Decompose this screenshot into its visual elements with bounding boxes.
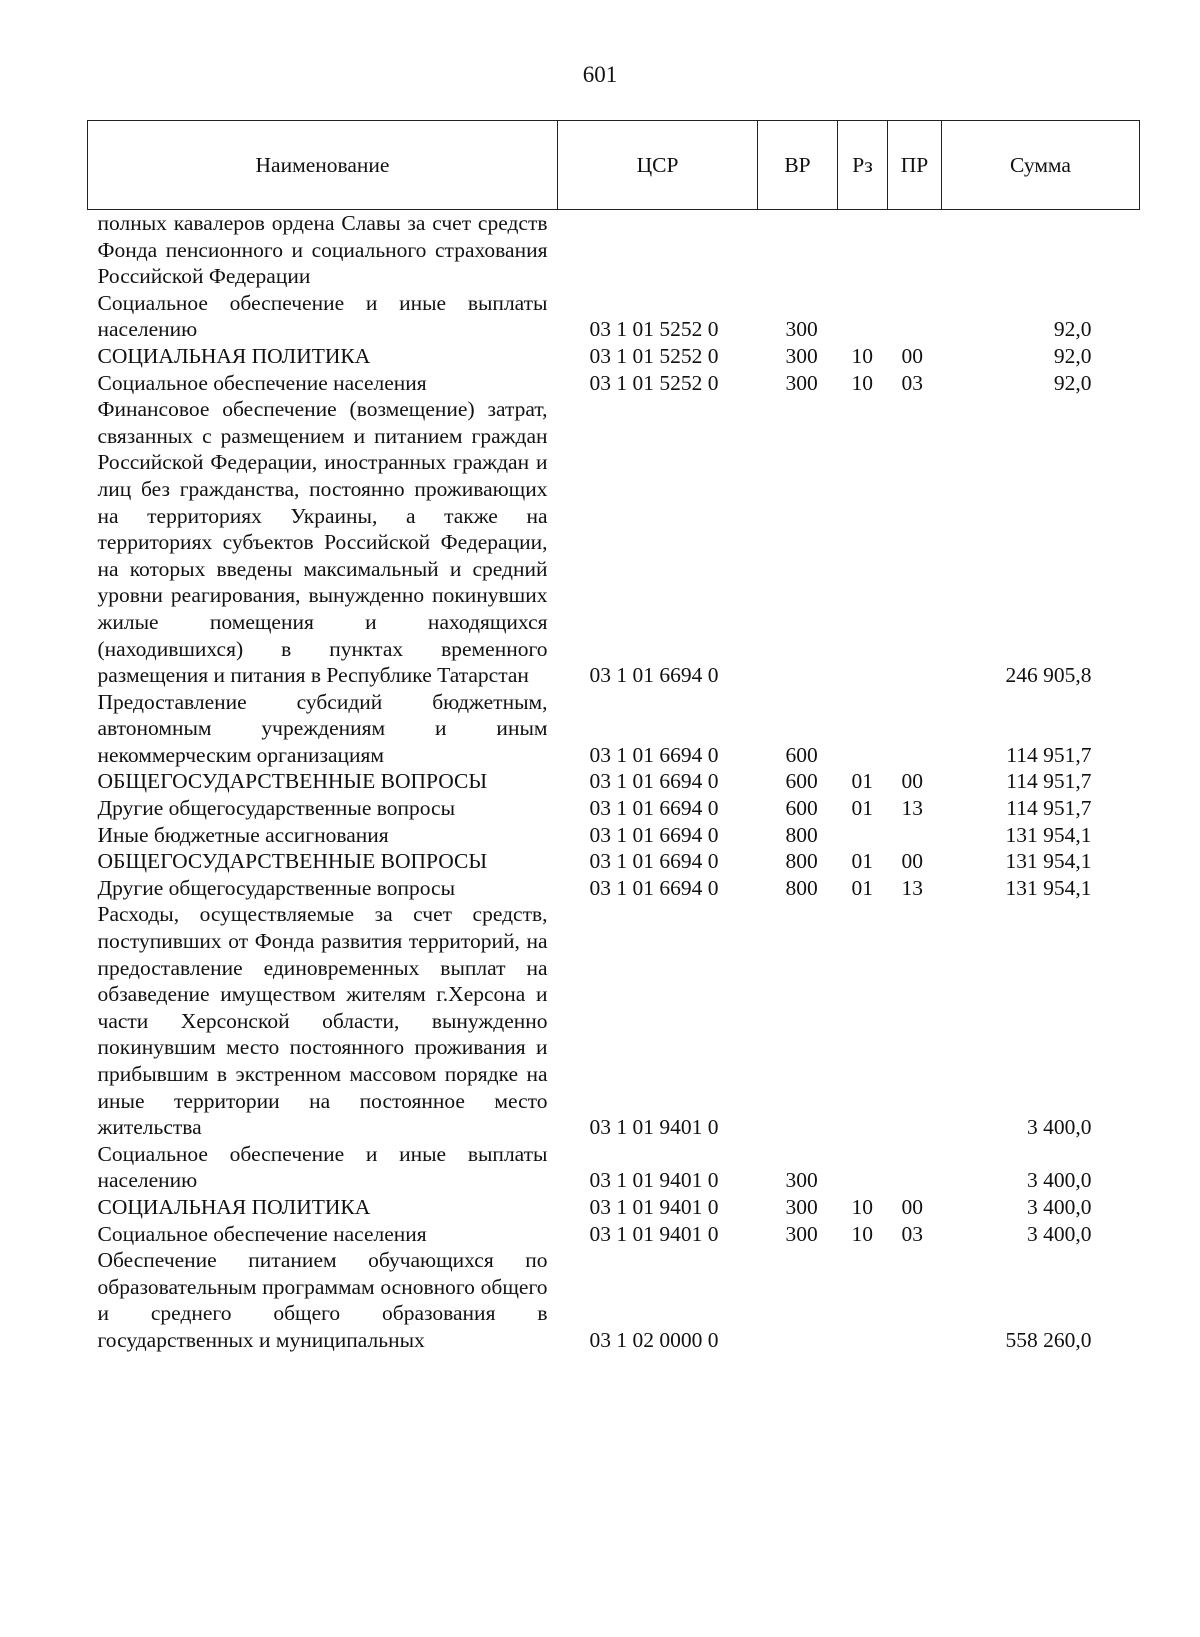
row-rz: 10 bbox=[851, 1221, 873, 1246]
budget-table bbox=[87, 120, 1140, 1354]
row-vr bbox=[758, 1247, 838, 1353]
row-name: Социальное обеспечение и иные выплаты населению bbox=[97, 1141, 548, 1193]
row-rz bbox=[838, 901, 888, 1140]
row-sum: 246 905,8 bbox=[1005, 663, 1092, 688]
row-rz bbox=[838, 210, 888, 290]
row-csr: 03 1 01 6694 0 bbox=[589, 796, 719, 821]
page-number: 601 bbox=[582, 62, 618, 87]
row-sum: 3 400,0 bbox=[1027, 1115, 1092, 1140]
row-pr: 03 bbox=[901, 1221, 923, 1246]
table-row bbox=[88, 210, 1140, 290]
row-pr bbox=[888, 901, 942, 1140]
row-pr: 13 bbox=[901, 875, 923, 900]
row-sum: 92,0 bbox=[1053, 343, 1092, 368]
row-csr: 03 1 01 9401 0 bbox=[589, 1115, 719, 1140]
row-name: СОЦИАЛЬНАЯ ПОЛИТИКА bbox=[97, 343, 371, 368]
row-csr: 03 1 01 9401 0 bbox=[589, 1168, 719, 1193]
row-pr bbox=[888, 689, 942, 769]
row-name: Социальное обеспечение и иные выплаты населению bbox=[97, 290, 548, 342]
table-row bbox=[88, 901, 1140, 1140]
table-body bbox=[88, 210, 1140, 1354]
table-row bbox=[88, 1141, 1140, 1194]
row-vr bbox=[758, 396, 838, 689]
row-csr: 03 1 01 5252 0 bbox=[589, 343, 719, 368]
row-rz: 01 bbox=[851, 769, 873, 794]
header-vr: ВР bbox=[758, 121, 838, 210]
row-rz bbox=[838, 822, 888, 849]
row-pr bbox=[888, 822, 942, 849]
table-row bbox=[88, 875, 1140, 902]
row-vr: 300 bbox=[785, 370, 818, 395]
row-rz bbox=[838, 290, 888, 343]
table-row bbox=[88, 795, 1140, 822]
row-name: полных кавалеров ордена Славы за счет средств Фонда пенсионного и социального страхования Российской Федерации bbox=[97, 211, 548, 289]
row-rz: 01 bbox=[851, 796, 873, 821]
row-pr bbox=[888, 210, 942, 290]
row-csr: 03 1 01 6694 0 bbox=[589, 769, 719, 794]
row-rz: 10 bbox=[851, 1194, 873, 1219]
row-sum: 558 260,0 bbox=[1005, 1327, 1092, 1352]
row-name: Обеспечение питанием обучающихся по образовательным программам основного общего и среднего общего образования в государственных и муниципальных bbox=[97, 1248, 548, 1352]
table-row bbox=[88, 1194, 1140, 1221]
row-sum: 131 954,1 bbox=[1005, 822, 1092, 847]
row-vr: 600 bbox=[785, 796, 818, 821]
row-pr: 00 bbox=[901, 769, 923, 794]
row-sum: 131 954,1 bbox=[1005, 849, 1092, 874]
row-vr: 300 bbox=[785, 1194, 818, 1219]
row-vr: 800 bbox=[785, 849, 818, 874]
row-vr bbox=[758, 901, 838, 1140]
row-name: Другие общегосударственные вопросы bbox=[97, 796, 456, 821]
row-name: Иные бюджетные ассигнования bbox=[97, 822, 389, 847]
row-rz: 10 bbox=[851, 370, 873, 395]
row-name: ОБЩЕГОСУДАРСТВЕННЫЕ ВОПРОСЫ bbox=[97, 849, 488, 874]
table-row bbox=[88, 848, 1140, 875]
header-name: Наименование bbox=[88, 121, 558, 210]
row-csr: 03 1 01 6694 0 bbox=[589, 663, 719, 688]
row-csr: 03 1 01 6694 0 bbox=[589, 742, 719, 767]
table-row bbox=[88, 1221, 1140, 1248]
row-rz bbox=[838, 1247, 888, 1353]
table-header bbox=[88, 121, 1140, 210]
row-pr bbox=[888, 290, 942, 343]
row-name: Финансовое обеспечение (возмещение) затрат, связанных с размещением и питанием граждан Российской Федерации, иностранных граждан и лиц без гражданства, постоянно проживающих на территориях Украины, а также на территориях субъектов Российской Федерации, на которых введены максимальный и средний уровни реагирования, вынужденно покинувших жилые помещения и находящихся (находившихся) в пунктах временного размещения и питания в Республике Татарстан bbox=[97, 397, 548, 688]
row-pr: 00 bbox=[901, 1194, 923, 1219]
table-row bbox=[88, 396, 1140, 689]
row-rz bbox=[838, 689, 888, 769]
row-sum: 114 951,7 bbox=[1006, 769, 1092, 794]
table-row bbox=[88, 1247, 1140, 1353]
row-vr: 800 bbox=[785, 875, 818, 900]
row-name: СОЦИАЛЬНАЯ ПОЛИТИКА bbox=[97, 1194, 371, 1219]
row-csr: 03 1 02 0000 0 bbox=[589, 1327, 719, 1352]
row-rz: 01 bbox=[851, 875, 873, 900]
row-vr: 300 bbox=[785, 1168, 818, 1193]
table-row bbox=[88, 822, 1140, 849]
row-rz bbox=[838, 1141, 888, 1194]
table-row bbox=[88, 370, 1140, 397]
row-csr: 03 1 01 6694 0 bbox=[589, 875, 719, 900]
row-pr: 00 bbox=[901, 343, 923, 368]
row-sum: 3 400,0 bbox=[1027, 1168, 1092, 1193]
row-csr bbox=[558, 210, 758, 290]
row-vr bbox=[758, 210, 838, 290]
row-sum bbox=[942, 210, 1140, 290]
row-sum: 131 954,1 bbox=[1005, 875, 1092, 900]
row-sum: 92,0 bbox=[1053, 370, 1092, 395]
row-pr bbox=[888, 1247, 942, 1353]
row-sum: 114 951,7 bbox=[1006, 742, 1092, 767]
row-name: Социальное обеспечение населения bbox=[97, 370, 427, 395]
row-csr: 03 1 01 5252 0 bbox=[589, 370, 719, 395]
header-pr: ПР bbox=[888, 121, 942, 210]
row-name: ОБЩЕГОСУДАРСТВЕННЫЕ ВОПРОСЫ bbox=[97, 769, 488, 794]
row-vr: 600 bbox=[785, 742, 818, 767]
table-row bbox=[88, 290, 1140, 343]
header-sum: Сумма bbox=[942, 121, 1140, 210]
row-name: Предоставление субсидий бюджетным, автономным учреждениям и иным некоммерческим организациям bbox=[97, 689, 548, 767]
row-pr: 00 bbox=[901, 849, 923, 874]
row-csr: 03 1 01 9401 0 bbox=[589, 1221, 719, 1246]
row-pr bbox=[888, 1141, 942, 1194]
row-rz: 01 bbox=[851, 849, 873, 874]
row-rz bbox=[838, 396, 888, 689]
table-row bbox=[88, 768, 1140, 795]
row-vr: 800 bbox=[785, 822, 818, 847]
row-csr: 03 1 01 9401 0 bbox=[589, 1194, 719, 1219]
row-name: Социальное обеспечение населения bbox=[97, 1221, 427, 1246]
row-rz: 10 bbox=[851, 343, 873, 368]
row-vr: 300 bbox=[785, 317, 818, 342]
row-sum: 3 400,0 bbox=[1027, 1194, 1092, 1219]
row-sum: 92,0 bbox=[1053, 317, 1092, 342]
row-csr: 03 1 01 6694 0 bbox=[589, 849, 719, 874]
row-sum: 114 951,7 bbox=[1006, 796, 1092, 821]
row-vr: 600 bbox=[785, 769, 818, 794]
row-sum: 3 400,0 bbox=[1027, 1221, 1092, 1246]
row-csr: 03 1 01 5252 0 bbox=[589, 317, 719, 342]
row-csr: 03 1 01 6694 0 bbox=[589, 822, 719, 847]
row-pr: 13 bbox=[901, 796, 923, 821]
row-vr: 300 bbox=[785, 1221, 818, 1246]
table-row bbox=[88, 689, 1140, 769]
row-pr bbox=[888, 396, 942, 689]
row-pr: 03 bbox=[901, 370, 923, 395]
table-row bbox=[88, 343, 1140, 370]
row-name: Другие общегосударственные вопросы bbox=[97, 875, 456, 900]
header-csr: ЦСР bbox=[558, 121, 758, 210]
row-name: Расходы, осуществляемые за счет средств, поступивших от Фонда развития территорий, на предоставление единовременных выплат на обзаведение имуществом жителям г.Херсона и части Херсонской области, вынужденно покинувшим место постоянного проживания и прибывшим в экстренном массовом порядке на иные территории на постоянное место жительства bbox=[97, 902, 548, 1140]
row-vr: 300 bbox=[785, 343, 818, 368]
header-rz: Рз bbox=[838, 121, 888, 210]
